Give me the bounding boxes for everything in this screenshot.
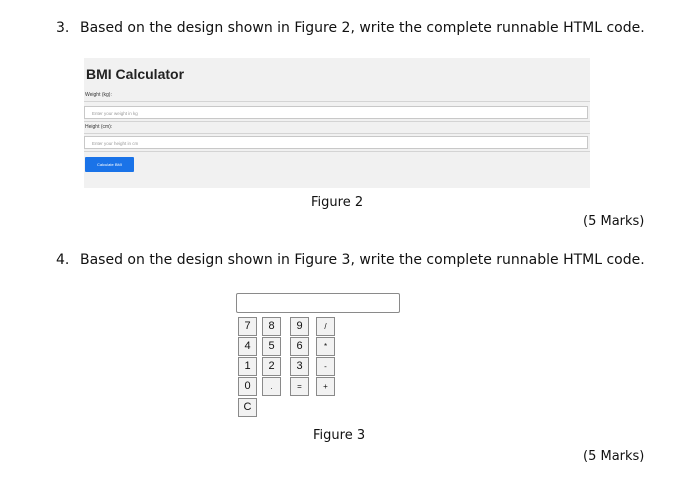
calc-key[interactable]: 7 [238,317,257,336]
calc-key[interactable]: 8 [262,317,281,336]
calculate-bmi-button[interactable]: Calculate BMI [85,157,134,172]
question-3-marks: (5 Marks) [583,214,645,229]
figure-2-bmi-form [84,58,590,188]
question-4 [56,252,645,268]
question-text: Based on the design shown in Figure 2, write the complete runnable HTML code. [80,20,645,36]
calc-key[interactable]: 4 [238,337,257,356]
weight-label: Weight (kg): [85,92,112,98]
calc-key[interactable]: C [238,398,257,417]
divider [84,121,590,122]
question-number: 3. [56,20,70,36]
calc-key[interactable]: 2 [262,357,281,376]
calc-key[interactable]: - [316,357,335,376]
calc-key[interactable]: 5 [262,337,281,356]
height-label: Height (cm): [85,124,113,130]
question-3 [56,20,645,36]
figure-3-caption: Figure 3 [313,428,366,443]
calc-key[interactable]: = [290,377,309,396]
bmi-title: BMI Calculator [86,66,185,82]
calc-key[interactable]: . [262,377,281,396]
divider [84,151,590,152]
divider [84,101,590,102]
calc-key[interactable]: * [316,337,335,356]
calc-key[interactable]: 1 [238,357,257,376]
calculator-display[interactable] [236,293,400,313]
question-number: 4. [56,252,70,268]
divider [84,133,590,134]
figure-2-caption: Figure 2 [311,195,364,210]
question-4-marks: (5 Marks) [583,449,645,464]
calc-key[interactable]: / [316,317,335,336]
calc-key[interactable]: 6 [290,337,309,356]
height-input[interactable]: Enter your height in cm [84,136,588,149]
calc-key[interactable]: 3 [290,357,309,376]
calc-key[interactable]: + [316,377,335,396]
calc-key[interactable]: 0 [238,377,257,396]
calc-key[interactable]: 9 [290,317,309,336]
question-text: Based on the design shown in Figure 3, write the complete runnable HTML code. [80,252,645,268]
weight-input[interactable]: Enter your weight in kg [84,106,588,119]
